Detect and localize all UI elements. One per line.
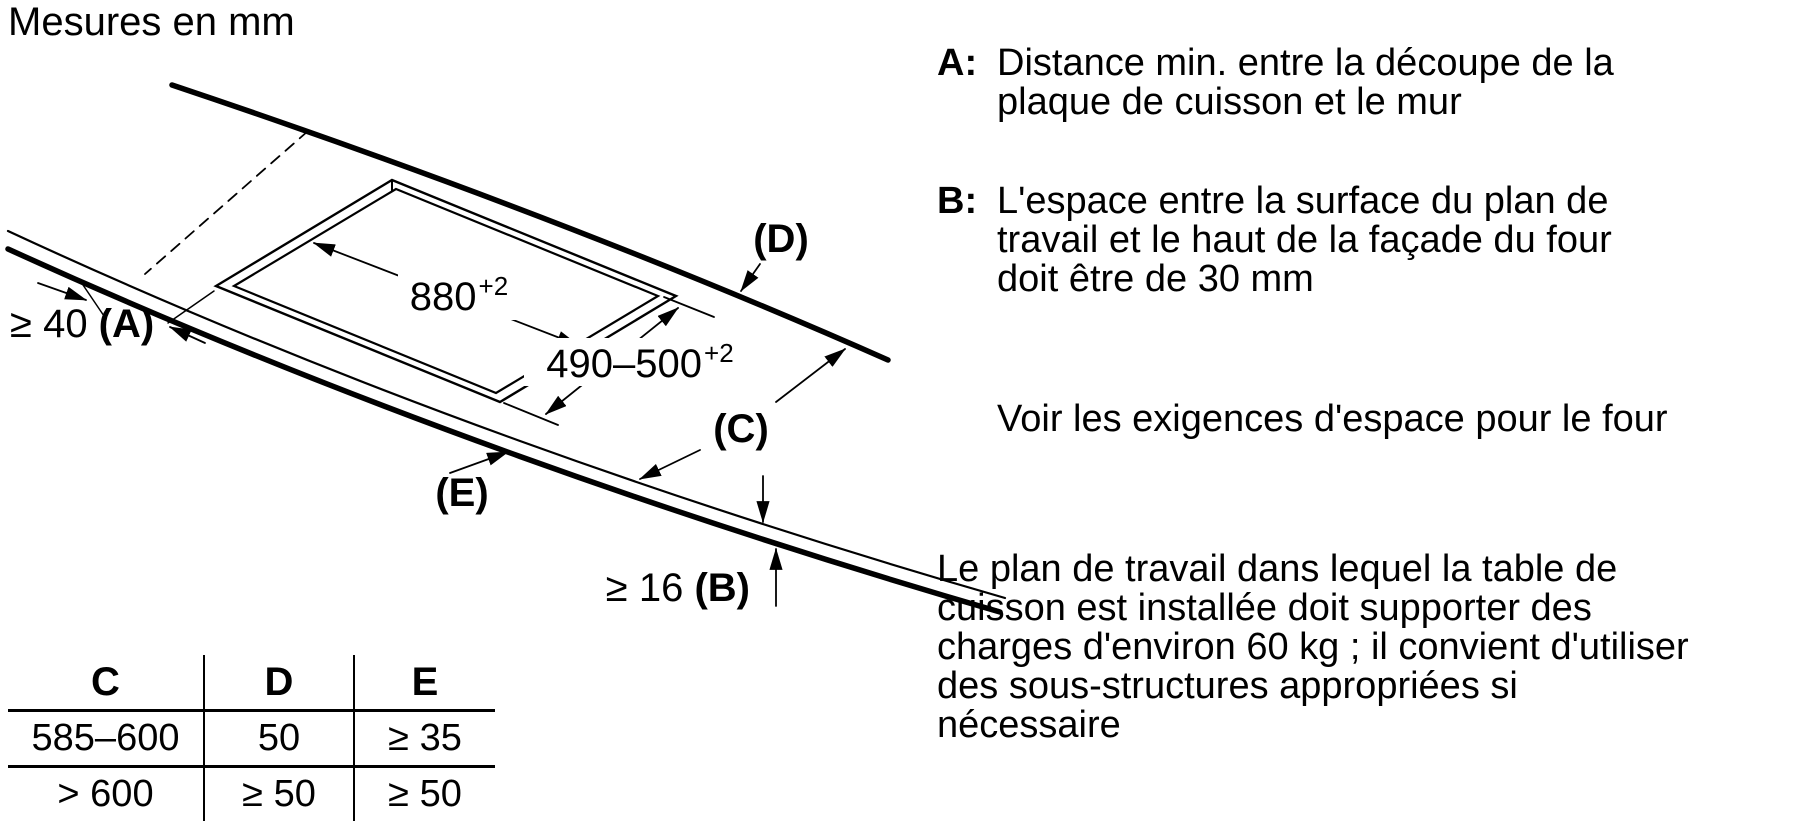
- load-note-line: des sous-structures appropriées si: [937, 665, 1518, 707]
- dim-c-arrow-lower: [640, 450, 700, 479]
- note-b-line: travail et le haut de la façade du four: [997, 219, 1612, 261]
- note-b-line: doit être de 30 mm: [997, 258, 1314, 300]
- table-header-d: D: [203, 655, 355, 709]
- table-header-e: E: [411, 660, 439, 704]
- note-a-text: [997, 44, 1614, 122]
- table-cell-d2: ≥ 50: [203, 768, 355, 821]
- table-cell-e2: ≥ 50: [388, 773, 462, 815]
- dim-c-arrow-upper: [776, 349, 845, 402]
- dim-e-arrow: [450, 452, 508, 473]
- dim-880-value: 880: [409, 275, 477, 319]
- dim-b-value: ≥ 16: [605, 566, 695, 610]
- dimension-table: [8, 655, 495, 821]
- label-a: (A): [98, 302, 155, 346]
- note-a-letter: A:: [937, 42, 978, 84]
- note-b-letter: B:: [937, 180, 978, 222]
- dim-880-tolerance: +2: [478, 271, 509, 301]
- note-a-line: plaque de cuisson et le mur: [997, 81, 1462, 123]
- load-note-line: Le plan de travail dans lequel la table de: [937, 548, 1618, 590]
- label-d: (D): [753, 217, 809, 261]
- dim-490-ext-line-bottom: [504, 403, 558, 425]
- table-cell-c1: 585–600: [31, 717, 180, 759]
- dim-490-tolerance: +2: [704, 338, 734, 368]
- load-note: [937, 550, 1689, 745]
- table-cell-e1: ≥ 35: [388, 717, 462, 759]
- label-e: (E): [435, 471, 489, 515]
- dim-a-value: ≥ 40: [10, 302, 99, 346]
- oven-space-note-line: Voir les exigences d'espace pour le four: [997, 398, 1668, 440]
- note-b-text: [997, 182, 1612, 299]
- load-note-line: cuisson est installée doit supporter des: [937, 587, 1592, 629]
- oven-space-note: [997, 400, 1668, 439]
- table-cell-d1: 50: [203, 712, 355, 765]
- table-row: [8, 709, 495, 765]
- table-header-row: [8, 655, 495, 709]
- label-b: (B): [694, 566, 750, 610]
- dim-b-text: [606, 566, 750, 610]
- note-b-line: L'espace entre la surface du plan de: [997, 180, 1609, 222]
- table-header-c: C: [91, 660, 120, 704]
- wall-dashed-line: [145, 131, 308, 274]
- dim-a-arrow-left: [38, 283, 86, 300]
- note-a-line: Distance min. entre la découpe de la: [997, 42, 1614, 84]
- dim-490-value: 490–500: [546, 342, 703, 386]
- dim-a-text: [10, 302, 154, 346]
- table-cell-c2: > 600: [57, 773, 154, 815]
- load-note-line: nécessaire: [937, 704, 1121, 746]
- page-title: Mesures en mm: [8, 0, 295, 44]
- dim-d-arrow: [741, 264, 760, 291]
- load-note-line: charges d'environ 60 kg ; il convient d'utiliser: [937, 626, 1689, 668]
- table-row: [8, 765, 495, 821]
- label-c: (C): [713, 407, 769, 451]
